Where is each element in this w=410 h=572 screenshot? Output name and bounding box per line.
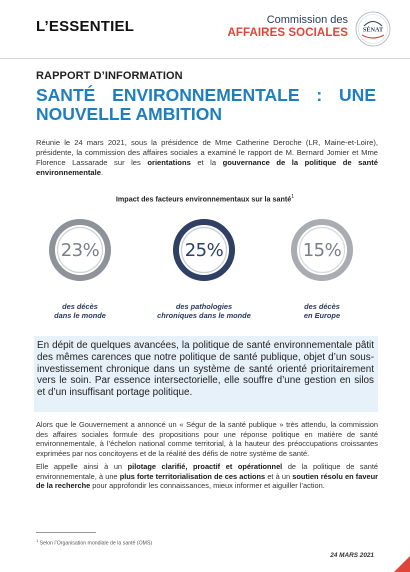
callout-box [34,336,378,412]
gauge-value: 25% [184,239,224,261]
body-bold: plus forte territorialisation de ces actions [119,471,266,481]
gauge-caption [288,302,356,321]
page-header [0,0,410,58]
gauge-deaths-world [48,218,112,282]
body-bold: pilotage clarifié, proactif et opérationnel [127,462,283,471]
header-divider [0,58,410,59]
footnote [36,538,152,547]
page-title [36,86,376,125]
senat-logo-icon [354,10,392,48]
footnote-ref: 1 [36,538,39,543]
commission-line-1: Commission des [266,14,348,26]
caption-line: chroniques dans le monde [157,311,251,321]
body-paragraph-1: Alors que le Gouvernement a annoncé un « Ségur de la santé publique » très attendu, la commission des affaires sociales formule des propositions pour une réponse politique en matière de santé environnementale, à l’échelon national comme territorial, à la hauteur des préoccupations croissantes exprimées par nos concitoyens et de la réalité des défis de notre système de santé. [36,420,378,458]
logo-text: SÉNAT [362,26,384,34]
gauge-value: 15% [302,239,342,261]
callout-text: En dépit de quelques avancées, la politique de santé environnementale pâtit des mêmes carences que notre politique de santé publique, objet d’un sous-investissement chronique dans un système de santé orienté prioritairement vers le soin. Par essence intersectorielle, elle souffre d’une gestion en silos et d’un insuffisant portage politique. [37,340,374,399]
intro-text: . [101,168,104,178]
footnote-text: Selon l’Organisation mondiale de la santé (OMS) [38,540,153,547]
commission-label [227,14,348,40]
footnote-divider [36,532,96,533]
body-text: Elle appelle ainsi à un [36,462,128,471]
caption-line: en Europe [303,311,341,321]
report-kicker: RAPPORT D’INFORMATION [36,70,183,82]
gauge-deaths-europe [290,218,354,282]
intro-text: Réunie le 24 mars 2021, sous la présidence de Mme Catherine Deroche (LR, Maine-et-Loire), présidente, la commission des affaires sociales a examiné le rapport de M. Bernard Jomier et Mme Florence Lassarade sur les [36,138,378,168]
brand-title: L’ESSENTIEL [36,18,135,35]
corner-triangle-icon [390,552,410,572]
impact-heading-text: Impact des facteurs environnementaux sur la santé [115,194,292,204]
caption-line: dans le monde [54,311,106,321]
body-paragraph-2 [36,462,378,491]
body-text: pour approfondir les connaissances, mieux informer et aiguiller l’action. [90,481,325,491]
impact-footnote-ref: 1 [291,194,295,200]
intro-text: et la [190,158,223,168]
impact-heading [0,194,410,203]
body-text: de la politique de santé environnementale, à une [36,462,378,481]
title-line-1: SANTÉ ENVIRONNEMENTALE : UNE [36,85,376,105]
body-bold: soutien résolu en faveur de la recherche [36,471,378,491]
publication-date: 24 MARS 2021 [330,552,374,559]
intro-bold: gouvernance de la politique de santé environnementale [36,158,379,178]
title-line-2: NOUVELLE AMBITION [36,104,223,125]
caption-line: des pathologies [175,302,233,311]
caption-line: des décès [304,302,340,311]
caption-line: des décès [62,302,98,311]
intro-bold: orientations [147,158,191,168]
gauge-caption [46,302,114,321]
body-text: et à un [265,471,293,481]
intro-paragraph [36,138,378,178]
gauge-value: 23% [60,239,100,261]
gauge-caption [148,302,260,321]
commission-line-2: AFFAIRES SOCIALES [227,26,348,39]
gauge-chronic-pathologies [172,218,236,282]
